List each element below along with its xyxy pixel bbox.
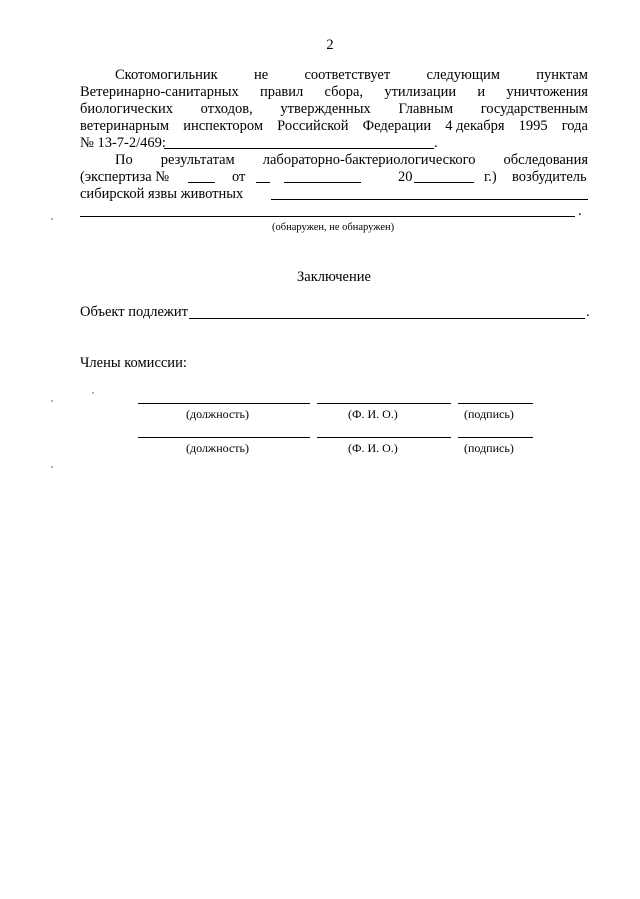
- word: обследования: [503, 152, 588, 168]
- paragraph1-line2: [80, 83, 588, 101]
- scan-speck: [51, 218, 53, 220]
- word: Ветеринарно-санитарных: [80, 84, 239, 100]
- word: сбора,: [324, 84, 364, 100]
- scan-speck: [51, 400, 53, 402]
- word: Российской: [277, 118, 349, 134]
- word: уничтожения: [506, 84, 588, 100]
- word: не: [253, 67, 269, 83]
- object-label: Объект подлежит: [80, 304, 188, 320]
- signature-caption: (подпись): [464, 441, 514, 455]
- word: государственным: [480, 101, 588, 117]
- year-suffix: г.): [484, 169, 497, 185]
- object-decision-line[interactable]: [189, 318, 585, 319]
- word: соответствует: [304, 67, 391, 83]
- position-caption: (должность): [186, 441, 249, 455]
- word: 4 декабря: [445, 118, 505, 134]
- name-line[interactable]: [317, 403, 451, 404]
- expertise-number-line[interactable]: [188, 182, 215, 183]
- pathogen-label: возбудитель: [512, 169, 587, 185]
- paragraph1-line4: [80, 117, 588, 135]
- scan-speck: [51, 466, 53, 468]
- object-end: .: [586, 304, 590, 320]
- name-caption: (Ф. И. О.): [348, 441, 398, 455]
- page-number: 2: [326, 37, 334, 53]
- from-label: от: [232, 169, 246, 185]
- word: года: [561, 118, 588, 134]
- word: правил: [259, 84, 304, 100]
- fill-in-line[interactable]: [164, 148, 434, 149]
- word: 1995: [518, 118, 548, 134]
- month-line[interactable]: [284, 182, 361, 183]
- paragraph2-line4-end: .: [578, 203, 582, 219]
- paragraph2-line1: [115, 151, 588, 169]
- paragraph1-line3: [80, 100, 588, 118]
- paragraph1-line5-end: .: [434, 135, 438, 151]
- name-line[interactable]: [317, 437, 451, 438]
- signature-line[interactable]: [458, 437, 533, 438]
- position-caption: (должность): [186, 407, 249, 421]
- detection-hint: (обнаружен, не обнаружен): [272, 222, 395, 233]
- word: Скотомогильник: [115, 67, 218, 83]
- word: ветеринарным: [80, 118, 170, 134]
- word: По: [115, 152, 133, 168]
- word: утвержденных: [280, 101, 371, 117]
- paragraph1-line5-prefix: № 13-7-2/469:: [80, 135, 166, 151]
- word: утилизации: [384, 84, 457, 100]
- word: пунктам: [536, 67, 588, 83]
- scan-speck: [92, 392, 94, 394]
- paragraph1-line1: [115, 66, 588, 84]
- anthrax-label: сибирской язвы животных: [80, 186, 244, 202]
- anthrax-result-line-continued[interactable]: [80, 216, 575, 217]
- year-line[interactable]: [414, 182, 474, 183]
- word: Федерации: [362, 118, 432, 134]
- word: и: [477, 84, 486, 100]
- word: результатам: [160, 152, 235, 168]
- position-line[interactable]: [138, 403, 310, 404]
- anthrax-result-line[interactable]: [271, 199, 588, 200]
- commission-heading: Члены комиссии:: [80, 355, 187, 371]
- name-caption: (Ф. И. О.): [348, 407, 398, 421]
- expertise-label: (экспертиза №: [80, 169, 170, 185]
- word: инспектором: [183, 118, 264, 134]
- signature-caption: (подпись): [464, 407, 514, 421]
- word: следующим: [426, 67, 500, 83]
- position-line[interactable]: [138, 437, 310, 438]
- conclusion-heading: Заключение: [297, 269, 371, 285]
- word: Главным: [398, 101, 453, 117]
- word: отходов,: [200, 101, 253, 117]
- word: биологических: [80, 101, 173, 117]
- year-prefix: 20: [398, 169, 413, 185]
- day-line[interactable]: [256, 182, 270, 183]
- signature-line[interactable]: [458, 403, 533, 404]
- word: лабораторно-бактериологического: [262, 152, 476, 168]
